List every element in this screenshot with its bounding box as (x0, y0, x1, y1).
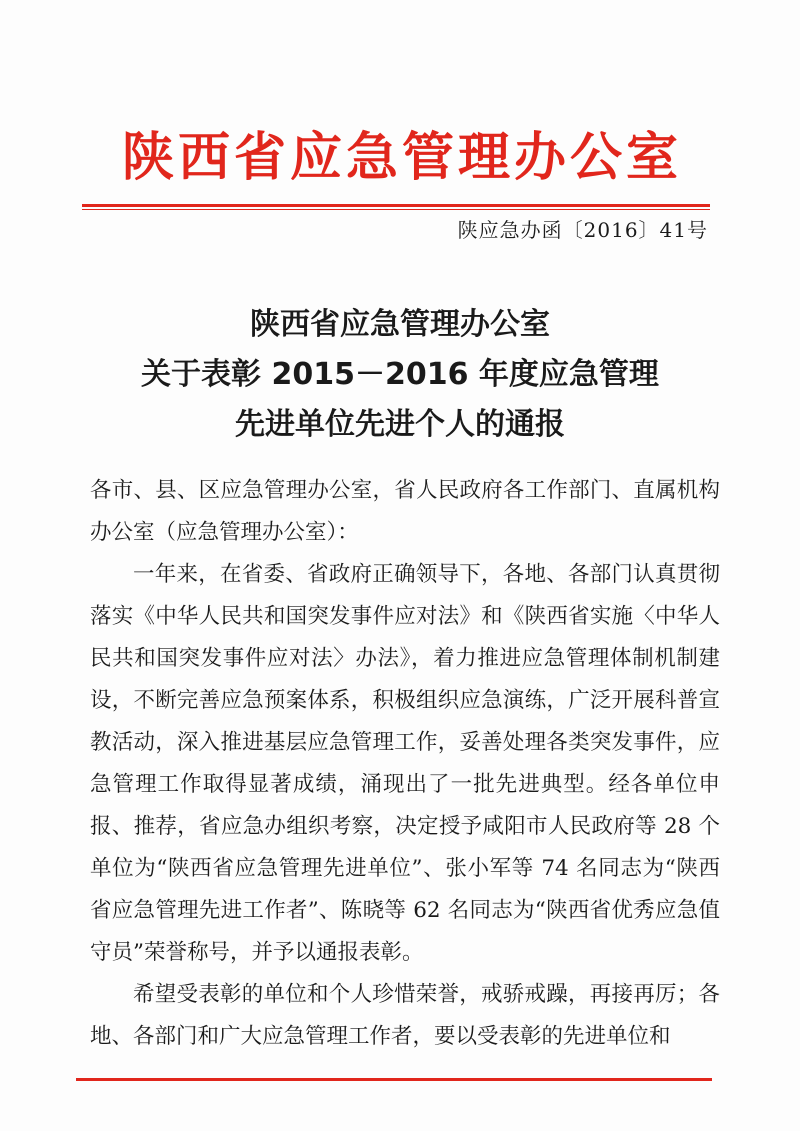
body-paragraph-2: 希望受表彰的单位和个人珍惜荣誉，戒骄戒躁，再接再厉；各地、各部门和广大应急管理工作者，要以受表彰的先进单位和 (90, 982, 720, 1049)
document-body (90, 470, 720, 1058)
body-paragraph-1: 一年来，在省委、省政府正确领导下，各地、各部门认真贯彻落实《中华人民共和国突发事件应对法》和《陕西省实施〈中华人民共和国突发事件应对法〉办法》，着力推进应急管理体制机制建设，不断完善应急预案体系，积极组织应急演练，广泛开展科普宣教活动，深入推进基层应急管理工作，妥善处理各类突发事件，应急管理工作取得显著成绩，涌现出了一批先进典型。经各单位申报、推荐，省应急办组织考察，决定授予咸阳市人民政府等 28 个单位为“陕西省应急管理先进单位”、张小军等 74 名同志为“陕西省应急管理先进工作者”、陈晓等 62 名同志为“陕西省优秀应急值守员”荣誉称号，并予以通报表彰。 (90, 562, 720, 965)
salutation: 各市、县、区应急管理办公室，省人民政府各工作部门、直属机构办公室（应急管理办公室）： (90, 478, 720, 545)
bottom-rule (76, 1078, 712, 1081)
document-number: 陕应急办函〔2016〕41号 (457, 218, 708, 242)
org-header: 陕西省应急管理办公室 (121, 128, 682, 188)
title-line-2: 关于表彰 2015－2016 年度应急管理 (141, 357, 659, 392)
title-line-3: 先进单位先进个人的通报 (235, 407, 565, 442)
header-rule-thin (82, 209, 710, 210)
title-line-1: 陕西省应急管理办公室 (250, 307, 550, 342)
header-rule-thick (82, 204, 710, 207)
document-title (60, 300, 740, 450)
